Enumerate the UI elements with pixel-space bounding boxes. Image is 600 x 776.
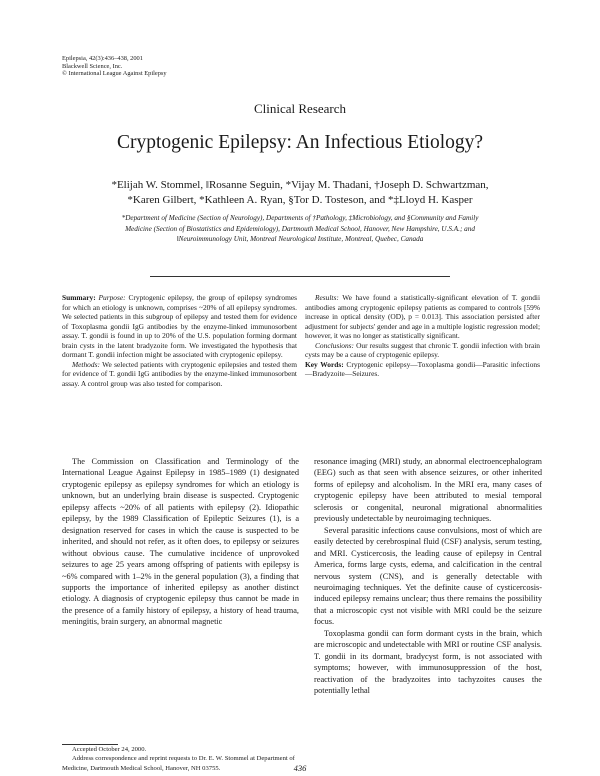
affiliation-line-2: Medicine (Section of Biostatistics and Epidemiology), Dartmouth Medical School, Hanover, New Hampshire, U.S.A.; and xyxy=(125,224,475,233)
author-line-2: *Karen Gilbert, *Kathleen A. Ryan, §Tor D. Tosteson, and *‡Lloyd H. Kasper xyxy=(127,193,473,206)
author-list xyxy=(60,178,540,207)
body-paragraph: Toxoplasma gondii can form dormant cysts in the brain, which are microscopic and undetectable with MRI or routine CSF analysis. T. gondii in its dormant, bradycyst form, is not associated with symptoms; however, with immunosuppression of the host, reactivation of the bradyzoites into tachyzoites causes the potentially lethal xyxy=(314,628,542,696)
journal-line-2: Blackwell Science, Inc. xyxy=(62,62,123,70)
page-number: 436 xyxy=(293,763,307,773)
affiliations xyxy=(70,213,530,245)
journal-line-1: Epilepsia, 42(3):436–438, 2001 xyxy=(62,55,143,62)
conclusions-label: Conclusions: xyxy=(315,340,355,350)
abstract-left-column xyxy=(62,293,297,388)
article-title: Cryptogenic Epilepsy: An Infectious Etiology? xyxy=(116,132,484,153)
purpose-label: Purpose: xyxy=(98,293,126,302)
body-paragraph: Several parasitic infections cause convulsions, most of which are easily detected by cerebrospinal fluid (CSF) analysis, serum testing, and MRI. Cysticercosis, the leading cause of epilepsy in Central America, forms large cysts, edema, and calcification in the central nervous system (CNS), and is generally detectable with neuroimaging techniques. Yet the definite cause of cysticercosis-induced epilepsy remains unclear; thus there remains the possibility that a microscopic cyst not visible with MRI could be the seizure focus. xyxy=(314,525,542,627)
keywords-text: Cryptogenic epilepsy—Toxoplasma gondii—Parasitic infections—Bradyzoite—Seizures. xyxy=(305,359,540,378)
journal-line-3: © International League Against Epilepsy xyxy=(62,70,167,78)
conclusions-text: Our results suggest that chronic T. gondii infection with brain cysts may be a cause of cryptogenic epilepsy. xyxy=(305,340,540,359)
methods-label: Methods: xyxy=(72,359,100,369)
results-text: We have found a statistically-significant elevation of T. gondii antibodies among cryptogenic epilepsy patients as compared to controls [59% increase in optical density (OD), p = 0.013]. This association persisted after adjustment for subjects' gender and age in a multiple logistic regression model; however, it was no longer as statistically significant. xyxy=(305,293,540,340)
body-left-column xyxy=(62,456,299,628)
abstract-purpose xyxy=(62,293,297,360)
body-paragraph: resonance imaging (MRI) study, an abnormal electroencephalogram (EEG) such as that seen with absence seizures, or other inherited forms of epilepsy and alcoholism. In the MRI era, many cases of cryptogenic epilepsy have been attributed to mesial temporal sclerosis or congenital, neuronal migrational abnormalities previously undetectable by neuroimaging techniques. xyxy=(314,457,542,524)
methods-text: We selected patients with cryptogenic epilepsies and tested them for evidence of T. gondii IgG antibodies by the enzyme-linked immunosorbent assay. A control group was also tested for comparison. xyxy=(62,359,298,388)
body-right-column xyxy=(314,456,542,697)
summary-label: Summary: xyxy=(62,293,96,302)
journal-citation xyxy=(62,55,167,78)
accepted-note: Accepted October 24, 2000. xyxy=(72,746,147,753)
purpose-text: Cryptogenic epilepsy, the group of epilepsy syndromes for which an etiology is unknown, comprises ~20% of all epilepsy syndromes. We selected patients in this subgroup of epilepsy and tested them for evidence of Toxoplasma gondii IgG antibodies by the enzyme-linked immunosorbent assay. T. gondii is found in up to 20% of the U.S. population forming dormant brain cysts in the latent bradyzoite form. We investigated the hypothesis that dormant T. gondii infection might be associated with cryptogenic epilepsy. xyxy=(62,293,297,359)
abstract-results xyxy=(305,293,540,341)
section-heading: Clinical Research xyxy=(253,101,347,116)
abstract-methods xyxy=(62,360,297,389)
affiliation-line-1: *Department of Medicine (Section of Neurology), Departments of †Pathology, ‡Microbiology, and §Community and Family xyxy=(121,214,479,222)
correspondence-note: Address correspondence and reprint requests to Dr. E. W. Stommel at Department of Medicine, Dartmouth Medical School, Hanover, NH 03755. xyxy=(62,755,295,772)
affiliation-line-3: ‖Neuroimmunology Unit, Montreal Neurological Institute, Montreal, Quebec, Canada xyxy=(176,235,424,243)
abstract-right-column xyxy=(305,293,540,379)
abstract-conclusions xyxy=(305,341,540,360)
body-paragraph: The Commission on Classification and Terminology of the International League Against Epilepsy in 1985–1989 (1) designated cryptogenic epilepsy as epilepsy syndromes for which an etiology is unknown, but an underlying brain disease is suspected. Cryptogenic epilepsy affects ~20% of all patients with epilepsy (2). Idiopathic epilepsy, by the 1989 Classification of Epileptic Seizures (1), is a designation reserved for cases in which the cause is suspected to be inherited, and should not refer, as it often does, to epilepsy or seizures without obvious cause. The cumulative incidence of unprovoked seizures to age 25 years among offspring of patients with epilepsy is ~6% compared with 1–2% in the general population (3), a finding that supports the importance of inherited epilepsy as another distinct etiology. A diagnosis of cryptogenic epilepsy thus cannot be made in the presence of a family history of epilepsy, a history of head trauma, meningitis, brain surgery, an abnormal magnetic xyxy=(62,457,299,627)
results-label: Results: xyxy=(315,293,339,302)
abstract-keywords xyxy=(305,360,540,379)
title-divider xyxy=(150,276,450,277)
author-line-1: *Elijah W. Stommel, ‖Rosanne Seguin, *Vijay M. Thadani, †Joseph D. Schwartzman, xyxy=(111,179,489,191)
keywords-label: Key Words: xyxy=(305,359,344,369)
